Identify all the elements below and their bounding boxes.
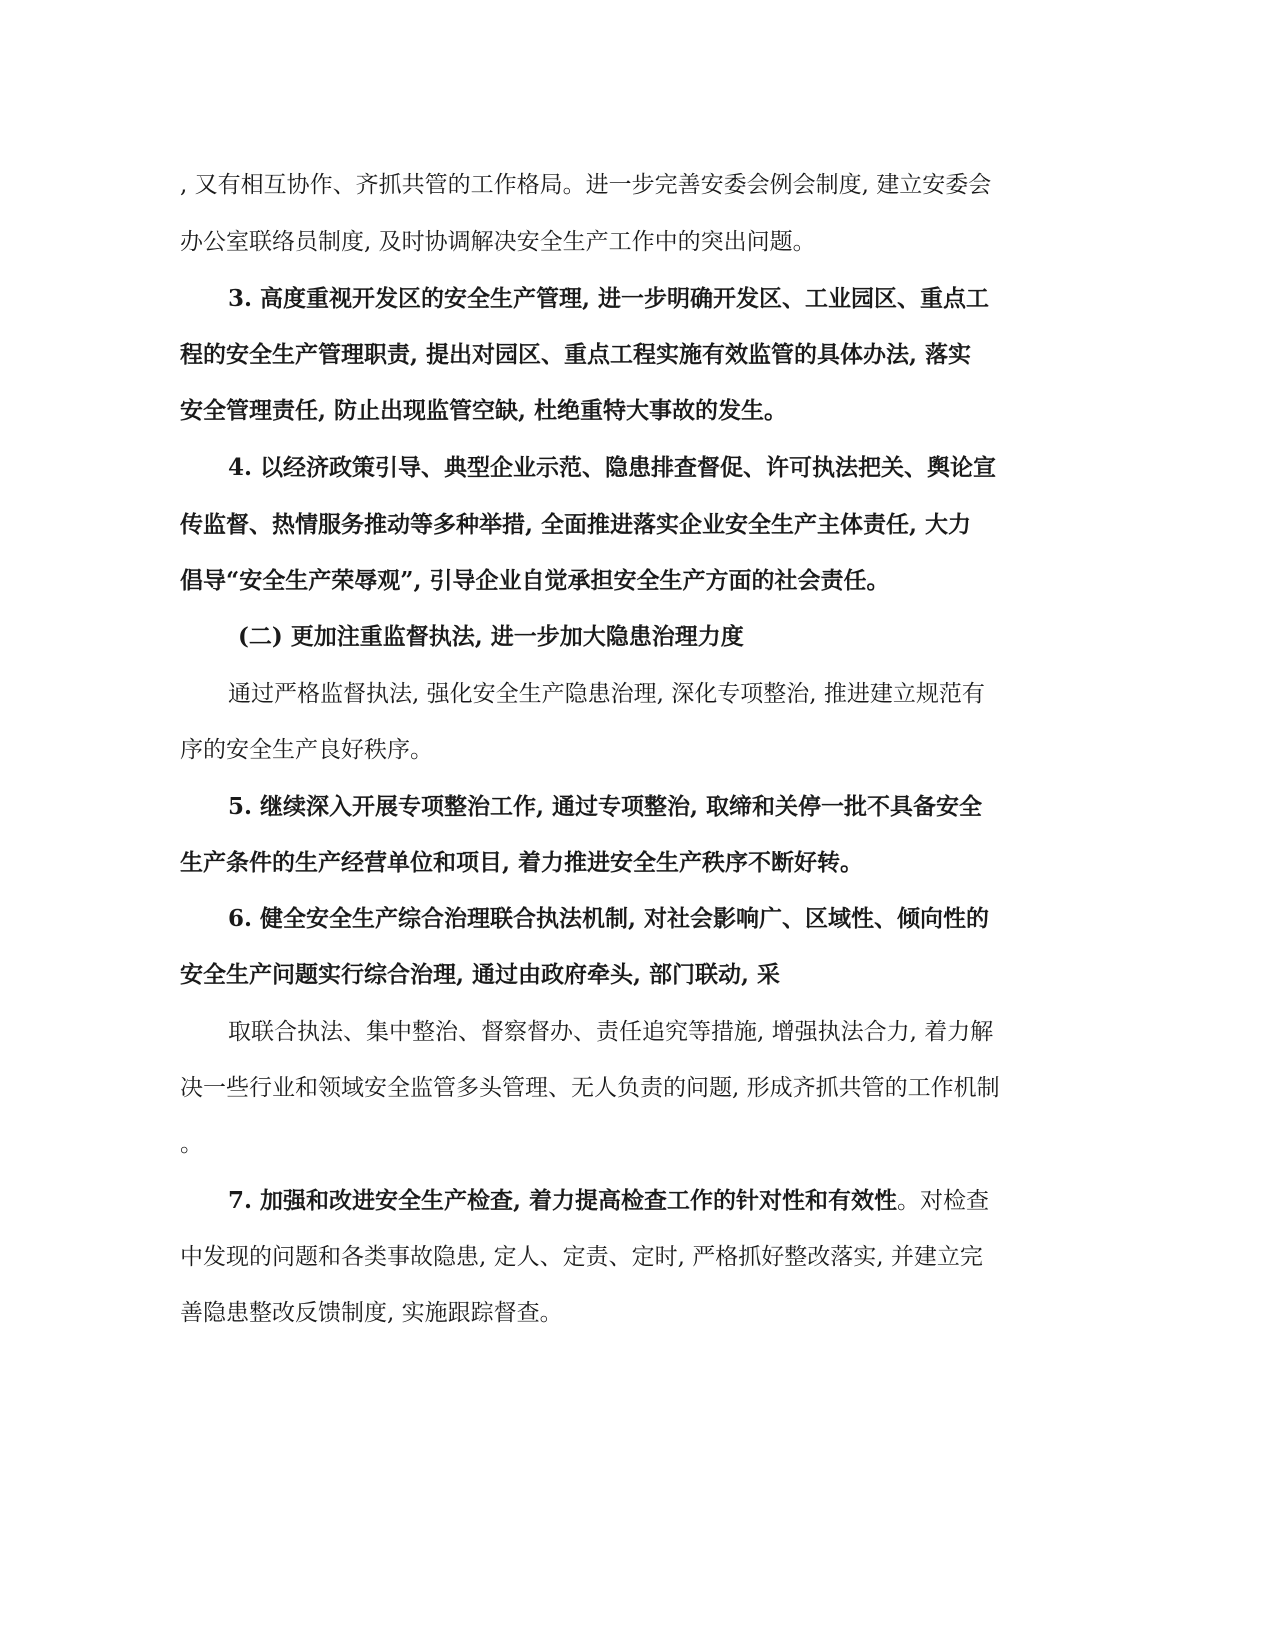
body-text-line: 善隐患整改反馈制度, 实施跟踪督查。 [180,1300,563,1326]
item-4-text-line: 传监督、热情服务推动等多种举措, 全面推进落实企业安全生产主体责任, 大力 [180,511,972,538]
item-3-text-line [0,396,1275,426]
item-3-bold-text: 安全管理责任, 防止出现监管空缺, 杜绝重特大事故的发生。 [180,397,788,424]
item-5-text-line: 生产条件的生产经营单位和项目, 着力推进安全生产秩序不断好转。 [180,849,864,876]
body-text-line: 序的安全生产良好秩序。 [180,737,433,763]
item-5-heading-line: 5. 继续深入开展专项整治工作, 通过专项整治, 取缔和关停一批不具备安全 [228,793,983,820]
body-text-line: 通过严格监督执法, 强化安全生产隐患治理, 深化专项整治, 推进建立规范有 [228,681,985,707]
item-4-text-line: 倡导“安全生产荣辱观”, 引导企业自觉承担安全生产方面的社会责任。 [180,567,890,594]
item-3-text-line: 程的安全生产管理职责, 提出对园区、重点工程实施有效监管的具体办法, 落实 [180,341,972,368]
item-7-bold-text: 7. 加强和改进安全生产检查, 着力提高检查工作的针对性和有效性 [228,1187,898,1214]
item-6-heading-line: 6. 健全安全生产综合治理联合执法机制, 对社会影响广、区域性、倾向性的 [228,905,990,932]
body-text-line: 取联合执法、集中整治、督察督办、责任追究等措施, 增强执法合力, 着力解 [228,1019,994,1045]
item-6-text-line: 安全生产问题实行综合治理, 通过由政府牵头, 部门联动, 采 [180,961,781,988]
body-text-line: 决一些行业和领域安全监管多头管理、无人负责的问题, 形成齐抓共管的工作机制 [180,1075,1000,1101]
section-2-heading: (二) 更加注重监督执法, 进一步加大隐患治理力度 [238,623,744,650]
body-text-line: , 又有相互协作、齐抓共管的工作格局。进一步完善安委会例会制度, 建立安委会 [180,172,992,198]
item-7-regular-text: 。对检查 [897,1188,990,1214]
item-3-heading-line: 3. 高度重视开发区的安全生产管理, 进一步明确开发区、工业园区、重点工 [228,285,990,312]
item-4-heading-line: 4. 以经济政策引导、典型企业示范、隐患排查督促、许可执法把关、舆论宣 [228,454,997,481]
body-text-line: 。 [180,1131,203,1157]
body-text-line: 办公室联络员制度, 及时协调解决安全生产工作中的突出问题。 [180,229,816,255]
item-7-line [0,1186,1275,1216]
body-text-line: 中发现的问题和各类事故隐患, 定人、定责、定时, 严格抓好整改落实, 并建立完 [180,1244,983,1270]
